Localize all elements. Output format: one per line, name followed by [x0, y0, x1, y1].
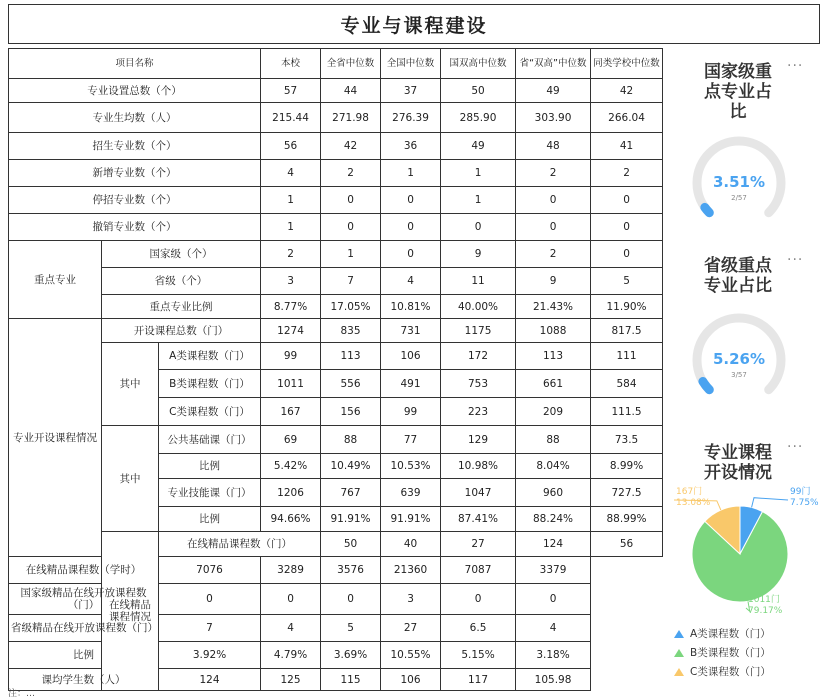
table-row — [9, 214, 663, 241]
table-cell: 8.99% — [591, 454, 663, 479]
table-cell: 40.00% — [441, 295, 516, 319]
table-row — [9, 584, 663, 615]
gauge-fraction: 3/57 — [731, 371, 747, 379]
table-row — [9, 241, 663, 268]
table-row — [9, 268, 663, 295]
table-cell: 4 — [381, 268, 441, 295]
row-label: 在线精品课程数（学时） — [9, 557, 159, 584]
table-cell: 111 — [591, 343, 663, 370]
table-cell: 129 — [441, 426, 516, 454]
table-cell: 56 — [591, 532, 663, 557]
table-cell: 1 — [261, 214, 321, 241]
table-row — [9, 319, 663, 343]
table-header-row — [9, 49, 663, 79]
table-cell: 1011 — [261, 370, 321, 398]
legend-label: A类课程数（门） — [690, 628, 771, 640]
table-cell: 4 — [516, 615, 591, 642]
header-cell: 同类学校中位数 — [591, 49, 663, 79]
table-cell: 276.39 — [381, 103, 441, 133]
legend-item-a[interactable] — [674, 626, 771, 641]
table-cell: 2 — [516, 160, 591, 187]
table-cell: 48 — [516, 133, 591, 160]
table-cell: 5 — [591, 268, 663, 295]
table-cell: 41 — [591, 133, 663, 160]
table-cell: 2 — [261, 241, 321, 268]
table-cell: 1175 — [441, 319, 516, 343]
table-cell: 5 — [321, 615, 381, 642]
panel3-title — [686, 443, 790, 483]
table-cell: 172 — [441, 343, 516, 370]
table-cell: 42 — [321, 133, 381, 160]
triangle-icon — [674, 630, 684, 638]
sub-group-label: 其中 — [102, 343, 159, 426]
table-cell: 73.5 — [591, 426, 663, 454]
panel2-more-icon[interactable]: ··· — [787, 252, 804, 268]
table-row — [9, 426, 663, 454]
row-label: 在线精品课程数（门） — [159, 532, 321, 557]
row-label: 比例 — [9, 642, 159, 669]
table-row — [9, 103, 663, 133]
table-cell: 6.5 — [441, 615, 516, 642]
table-cell: 156 — [321, 398, 381, 426]
gauge-fill — [703, 382, 709, 390]
table-cell: 42 — [591, 79, 663, 103]
table-cell: 0 — [591, 241, 663, 268]
table-cell: 1047 — [441, 479, 516, 507]
table-cell: 3 — [381, 584, 441, 615]
table-cell: 303.90 — [516, 103, 591, 133]
table-cell: 27 — [381, 615, 441, 642]
table-cell: 27 — [441, 532, 516, 557]
row-label: 重点专业比例 — [102, 295, 261, 319]
table-cell: 215.44 — [261, 103, 321, 133]
table-cell: 113 — [516, 343, 591, 370]
row-label: 比例 — [159, 454, 261, 479]
table-cell: 124 — [516, 532, 591, 557]
table-cell: 49 — [516, 79, 591, 103]
table-cell: 106 — [381, 343, 441, 370]
table-cell: 5.15% — [441, 642, 516, 669]
table-cell: 0 — [441, 584, 516, 615]
table-cell: 661 — [516, 370, 591, 398]
table-cell: 111.5 — [591, 398, 663, 426]
table-cell: 99 — [381, 398, 441, 426]
row-label: 课均学生数（人） — [9, 669, 159, 691]
table-cell: 94.66% — [261, 507, 321, 532]
gauge-fraction: 2/57 — [731, 194, 747, 202]
table-cell: 5.42% — [261, 454, 321, 479]
pie-count-label: 99门 — [790, 487, 811, 497]
pie-pct-label: 7.75% — [790, 498, 819, 508]
row-label: 停招专业数（个） — [9, 187, 261, 214]
table-cell: 105.98 — [516, 669, 591, 691]
row-label: 国家级精品在线开放课程数（门） — [9, 584, 159, 615]
table-cell: 87.41% — [441, 507, 516, 532]
table-row — [9, 187, 663, 214]
table-cell: 115 — [321, 669, 381, 691]
table-cell: 36 — [381, 133, 441, 160]
row-label: 省级（个） — [102, 268, 261, 295]
table-cell: 3379 — [516, 557, 591, 584]
header-cell: 国双高中位数 — [441, 49, 516, 79]
data-table — [8, 48, 663, 691]
table-cell: 17.05% — [321, 295, 381, 319]
row-label: B类课程数（门） — [159, 370, 261, 398]
triangle-icon — [674, 668, 684, 676]
table-cell: 4.79% — [261, 642, 321, 669]
table-cell: 0 — [321, 214, 381, 241]
course-pie-chart — [670, 484, 819, 624]
sub-group-label: 其中 — [102, 426, 159, 532]
table-row — [9, 133, 663, 160]
panel1-title-line: 国家级重 — [704, 62, 772, 82]
triangle-icon — [674, 649, 684, 657]
row-label: 比例 — [159, 507, 261, 532]
table-cell: 10.49% — [321, 454, 381, 479]
table-cell: 3.69% — [321, 642, 381, 669]
table-cell: 21360 — [381, 557, 441, 584]
table-cell: 2 — [321, 160, 381, 187]
table-cell: 0 — [321, 584, 381, 615]
table-cell: 8.04% — [516, 454, 591, 479]
header-cell: 全国中位数 — [381, 49, 441, 79]
table-cell: 88 — [321, 426, 381, 454]
table-row — [9, 295, 663, 319]
table-cell: 117 — [441, 669, 516, 691]
gauge-value: 3.51% — [712, 173, 766, 191]
table-cell: 0 — [159, 584, 261, 615]
table-cell: 9 — [441, 241, 516, 268]
panel1-title-line: 点专业占 — [704, 82, 772, 102]
row-label: 公共基础课（门） — [159, 426, 261, 454]
legend-item-c[interactable] — [674, 664, 771, 679]
pie-leader-line — [752, 498, 788, 508]
table-cell: 2 — [591, 160, 663, 187]
table-cell: 3 — [261, 268, 321, 295]
table-cell: 50 — [321, 532, 381, 557]
table-row — [9, 615, 663, 642]
table-cell: 10.98% — [441, 454, 516, 479]
table-cell: 44 — [321, 79, 381, 103]
table-cell: 7076 — [159, 557, 261, 584]
table-cell: 731 — [381, 319, 441, 343]
group-label: 专业开设课程情况 — [9, 319, 102, 557]
table-cell: 753 — [441, 370, 516, 398]
table-cell: 491 — [381, 370, 441, 398]
table-row — [9, 160, 663, 187]
table-cell: 3289 — [261, 557, 321, 584]
row-label: 撤销专业数（个） — [9, 214, 261, 241]
panel3-title-line: 专业课程 — [704, 443, 772, 463]
table-cell: 21.43% — [516, 295, 591, 319]
table-cell: 209 — [516, 398, 591, 426]
panel3-more-icon[interactable]: ··· — [787, 439, 804, 455]
legend-item-b[interactable] — [674, 645, 771, 660]
table-cell: 69 — [261, 426, 321, 454]
group-label: 在线精品课程情况 — [102, 532, 159, 691]
table-cell: 960 — [516, 479, 591, 507]
table-cell: 0 — [516, 187, 591, 214]
table-cell: 88.99% — [591, 507, 663, 532]
table-cell: 727.5 — [591, 479, 663, 507]
panel1-gauge — [684, 128, 794, 238]
table-cell: 10.81% — [381, 295, 441, 319]
table-cell: 1206 — [261, 479, 321, 507]
table-cell: 9 — [516, 268, 591, 295]
table-cell: 106 — [381, 669, 441, 691]
table-cell: 835 — [321, 319, 381, 343]
row-label: 专业设置总数（个） — [9, 79, 261, 103]
table-row — [9, 532, 663, 557]
table-cell: 223 — [441, 398, 516, 426]
table-row — [9, 642, 663, 669]
table-cell: 7 — [159, 615, 261, 642]
table-cell: 99 — [261, 343, 321, 370]
table-cell: 0 — [321, 187, 381, 214]
table-row — [9, 557, 663, 584]
table-cell: 91.91% — [381, 507, 441, 532]
panel1-title-line: 比 — [729, 102, 747, 122]
table-cell: 3.18% — [516, 642, 591, 669]
page-title: 专业与课程建设 — [8, 4, 820, 44]
table-cell: 50 — [441, 79, 516, 103]
table-cell: 49 — [441, 133, 516, 160]
table-cell: 7087 — [441, 557, 516, 584]
table-cell: 10.53% — [381, 454, 441, 479]
panel2-gauge — [684, 305, 794, 415]
table-cell: 639 — [381, 479, 441, 507]
panel1-title — [686, 62, 790, 122]
table-cell: 0 — [516, 214, 591, 241]
table-cell: 0 — [381, 241, 441, 268]
row-label: 专业生均数（人） — [9, 103, 261, 133]
table-cell: 817.5 — [591, 319, 663, 343]
table-cell: 4 — [261, 615, 321, 642]
header-item-name: 项目名称 — [9, 49, 261, 79]
table-cell: 57 — [261, 79, 321, 103]
legend-label: C类课程数（门） — [690, 666, 771, 678]
panel2-title-line: 省级重点 — [704, 256, 772, 276]
table-cell: 0 — [591, 214, 663, 241]
table-cell: 56 — [261, 133, 321, 160]
table-cell: 0 — [441, 214, 516, 241]
panel1-more-icon[interactable]: ··· — [787, 58, 804, 74]
table-cell: 10.55% — [381, 642, 441, 669]
table-cell: 3576 — [321, 557, 381, 584]
row-label: 专业技能课（门） — [159, 479, 261, 507]
table-cell: 7 — [321, 268, 381, 295]
table-cell: 1088 — [516, 319, 591, 343]
table-row — [9, 343, 663, 370]
table-cell: 125 — [261, 669, 321, 691]
table-cell: 0 — [381, 214, 441, 241]
pie-pct-label: 79.17% — [748, 606, 783, 616]
pie-pct-label: 13.08% — [676, 498, 711, 508]
table-cell: 4 — [261, 160, 321, 187]
row-label: C类课程数（门） — [159, 398, 261, 426]
table-cell: 1 — [381, 160, 441, 187]
gauge-fill — [705, 207, 709, 212]
table-cell: 285.90 — [441, 103, 516, 133]
table-cell: 113 — [321, 343, 381, 370]
table-cell: 124 — [159, 669, 261, 691]
table-cell: 40 — [381, 532, 441, 557]
table-cell: 8.77% — [261, 295, 321, 319]
table-cell: 767 — [321, 479, 381, 507]
table-row — [9, 79, 663, 103]
table-cell: 3.92% — [159, 642, 261, 669]
table-cell: 11 — [441, 268, 516, 295]
table-cell: 77 — [381, 426, 441, 454]
panel2-title-line: 专业占比 — [704, 276, 772, 296]
table-cell: 91.91% — [321, 507, 381, 532]
row-label: 招生专业数（个） — [9, 133, 261, 160]
panel2-title — [686, 256, 790, 296]
row-label: 省级精品在线开放课程数（门） — [9, 615, 159, 642]
table-cell: 2 — [516, 241, 591, 268]
table-cell: 1 — [321, 241, 381, 268]
table-cell: 37 — [381, 79, 441, 103]
table-cell: 266.04 — [591, 103, 663, 133]
panel3-title-line: 开设情况 — [704, 463, 772, 483]
table-cell: 0 — [381, 187, 441, 214]
table-cell: 1 — [261, 187, 321, 214]
row-label: 新增专业数（个） — [9, 160, 261, 187]
header-cell: 省“双高”中位数 — [516, 49, 591, 79]
group-label: 重点专业 — [9, 241, 102, 319]
pie-count-label: 1011门 — [748, 595, 780, 605]
table-cell: 1274 — [261, 319, 321, 343]
table-cell: 88.24% — [516, 507, 591, 532]
table-cell: 1 — [441, 160, 516, 187]
table-cell: 271.98 — [321, 103, 381, 133]
footer-note: 注：… — [8, 689, 36, 699]
table-cell: 0 — [591, 187, 663, 214]
table-cell: 556 — [321, 370, 381, 398]
legend-label: B类课程数（门） — [690, 647, 771, 659]
table-cell: 0 — [261, 584, 321, 615]
row-label: A类课程数（门） — [159, 343, 261, 370]
table-cell: 11.90% — [591, 295, 663, 319]
table-cell: 167 — [261, 398, 321, 426]
header-cell: 全省中位数 — [321, 49, 381, 79]
table-row — [9, 669, 663, 691]
table-cell: 88 — [516, 426, 591, 454]
row-label: 国家级（个） — [102, 241, 261, 268]
table-cell: 584 — [591, 370, 663, 398]
pie-count-label: 167门 — [676, 487, 703, 497]
table-cell: 1 — [441, 187, 516, 214]
table-cell: 0 — [516, 584, 591, 615]
header-cell: 本校 — [261, 49, 321, 79]
row-label: 开设课程总数（门） — [102, 319, 261, 343]
gauge-value: 5.26% — [712, 350, 766, 368]
